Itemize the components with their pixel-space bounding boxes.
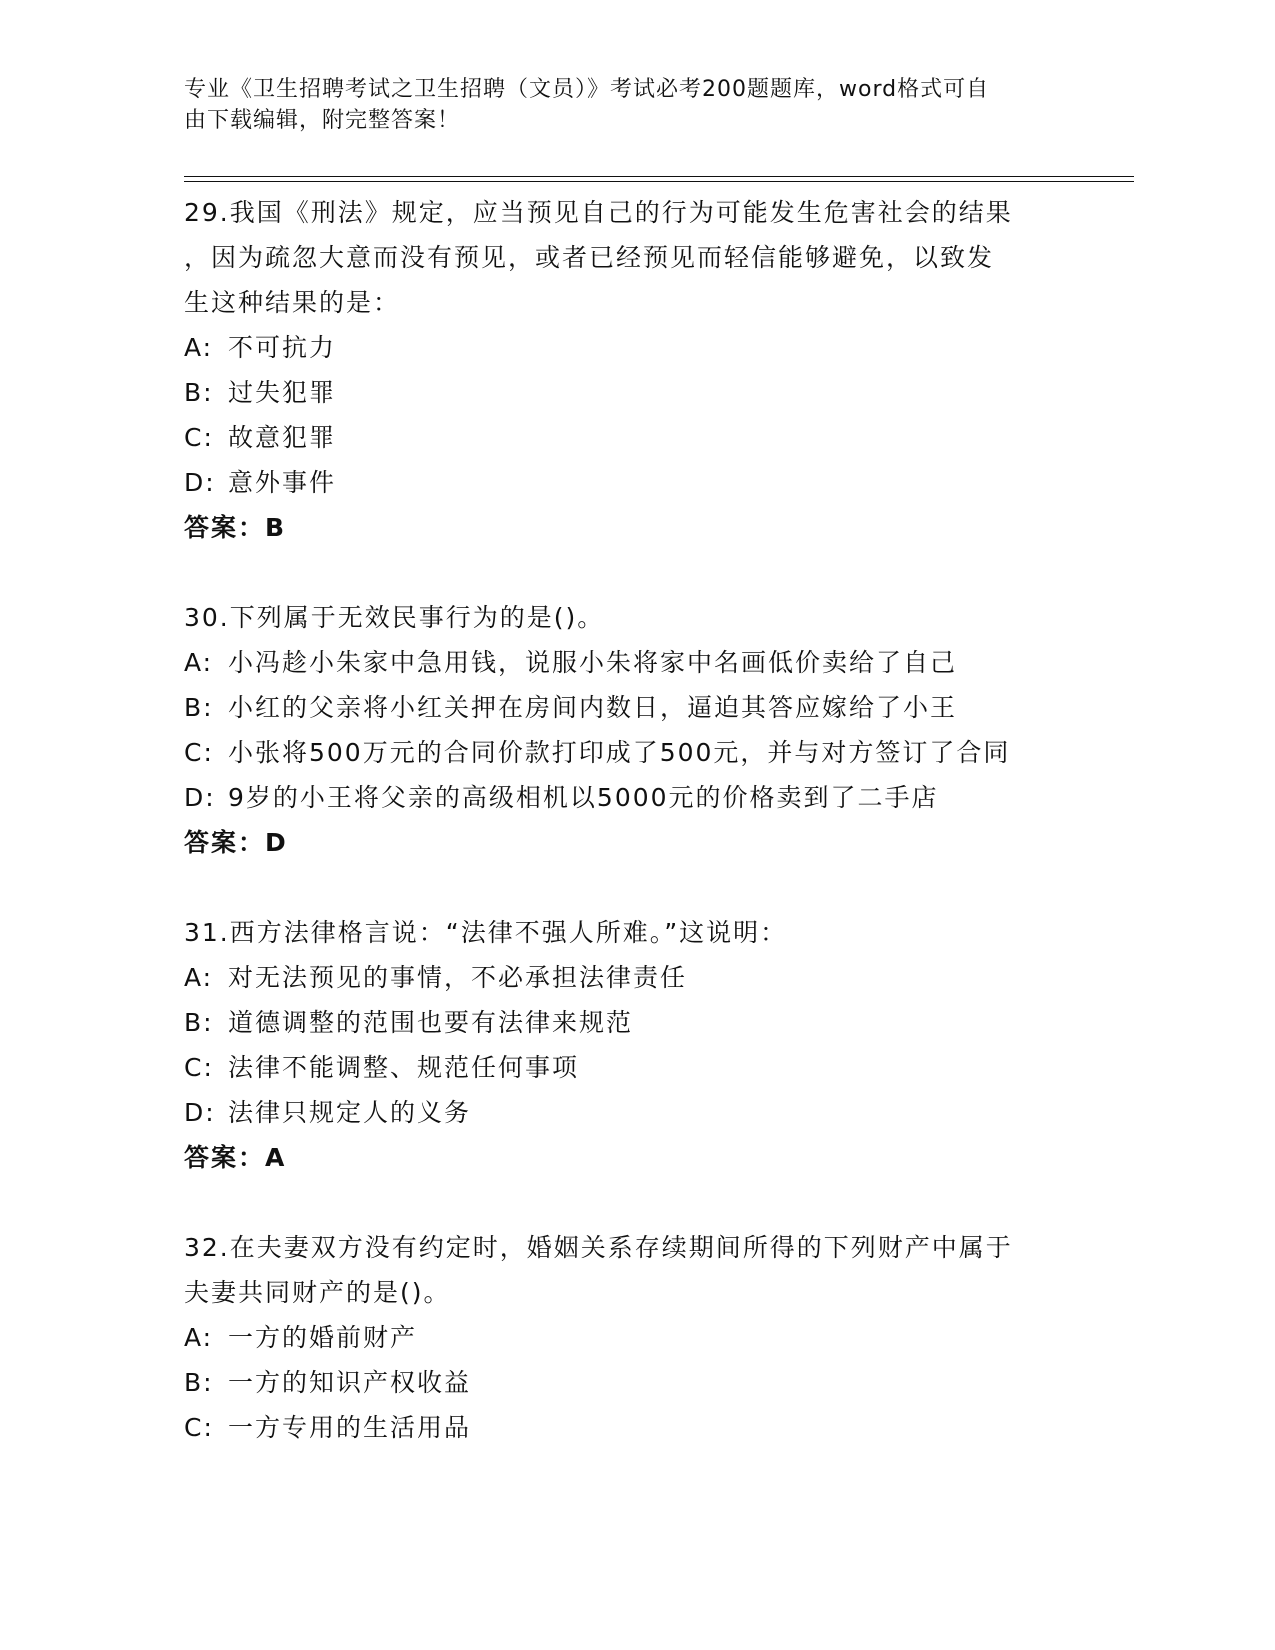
option-d <box>184 1090 1084 1135</box>
option-letter: C: <box>184 1053 214 1082</box>
question-32 <box>184 1225 1084 1450</box>
question-stem-line: 31.西方法律格言说：“法律不强人所难。”这说明： <box>184 918 788 947</box>
option-a <box>184 325 1084 370</box>
question-31 <box>184 910 1084 1180</box>
option-d <box>184 460 1084 505</box>
question-stem-line: ，因为疏忽大意而没有预见，或者已经预见而轻信能够避免，以致发 <box>184 243 995 272</box>
option-c <box>184 1045 1084 1090</box>
option-text: 不可抗力 <box>228 333 337 362</box>
option-text: 一方的婚前财产 <box>228 1323 418 1352</box>
option-letter: D: <box>184 1098 216 1127</box>
question-stem-line: 32.在夫妻双方没有约定时，婚姻关系存续期间所得的下列财产中属于 <box>184 1233 1013 1262</box>
question-29 <box>184 190 1084 550</box>
option-text: 小张将500万元的合同价款打印成了500元，并与对方签订了合同 <box>228 738 1011 767</box>
option-a <box>184 640 1084 685</box>
question-list <box>184 190 1084 1495</box>
option-letter: B: <box>184 1008 214 1037</box>
question-stem-line: 夫妻共同财产的是()。 <box>184 1278 451 1307</box>
option-text: 小红的父亲将小红关押在房间内数日，逼迫其答应嫁给了小王 <box>228 693 958 722</box>
answer-line: 答案：D <box>184 828 288 857</box>
option-text: 道德调整的范围也要有法律来规范 <box>228 1008 634 1037</box>
option-text: 故意犯罪 <box>228 423 337 452</box>
option-letter: B: <box>184 693 214 722</box>
question-stem-line: 生这种结果的是： <box>184 288 401 317</box>
option-letter: A: <box>184 1323 214 1352</box>
option-c <box>184 730 1084 775</box>
option-c <box>184 415 1084 460</box>
option-c <box>184 1405 1084 1450</box>
header-line-2: 由下载编辑，附完整答案！ <box>184 108 461 133</box>
question-stem-line: 30.下列属于无效民事行为的是()。 <box>184 603 605 632</box>
option-b <box>184 1360 1084 1405</box>
answer-line: 答案：A <box>184 1143 287 1172</box>
option-letter: D: <box>184 783 216 812</box>
option-text: 一方的知识产权收益 <box>228 1368 472 1397</box>
option-letter: C: <box>184 423 214 452</box>
option-text: 过失犯罪 <box>228 378 337 407</box>
option-letter: B: <box>184 378 214 407</box>
option-letter: C: <box>184 738 214 767</box>
option-text: 9岁的小王将父亲的高级相机以5000元的价格卖到了二手店 <box>228 783 939 812</box>
option-text: 法律不能调整、规范任何事项 <box>228 1053 580 1082</box>
option-a <box>184 955 1084 1000</box>
question-stem-line: 29.我国《刑法》规定，应当预见自己的行为可能发生危害社会的结果 <box>184 198 1013 227</box>
option-text: 法律只规定人的义务 <box>228 1098 472 1127</box>
question-30 <box>184 595 1084 865</box>
option-b <box>184 1000 1084 1045</box>
option-b <box>184 685 1084 730</box>
option-letter: A: <box>184 963 214 992</box>
header-divider-bottom <box>184 181 1134 182</box>
header-line-1: 专业《卫生招聘考试之卫生招聘（文员）》考试必考200题题库，word格式可自 <box>184 77 990 102</box>
option-letter: B: <box>184 1368 214 1397</box>
option-text: 一方专用的生活用品 <box>228 1413 472 1442</box>
answer-line: 答案：B <box>184 513 287 542</box>
option-d <box>184 775 1084 820</box>
document-header <box>184 74 1064 136</box>
option-text: 对无法预见的事情，不必承担法律责任 <box>228 963 688 992</box>
option-letter: A: <box>184 333 214 362</box>
header-divider-top <box>184 176 1134 177</box>
option-letter: A: <box>184 648 214 677</box>
option-letter: C: <box>184 1413 214 1442</box>
option-a <box>184 1315 1084 1360</box>
option-text: 意外事件 <box>228 468 337 497</box>
option-b <box>184 370 1084 415</box>
option-letter: D: <box>184 468 216 497</box>
option-text: 小冯趁小朱家中急用钱，说服小朱将家中名画低价卖给了自己 <box>228 648 958 677</box>
